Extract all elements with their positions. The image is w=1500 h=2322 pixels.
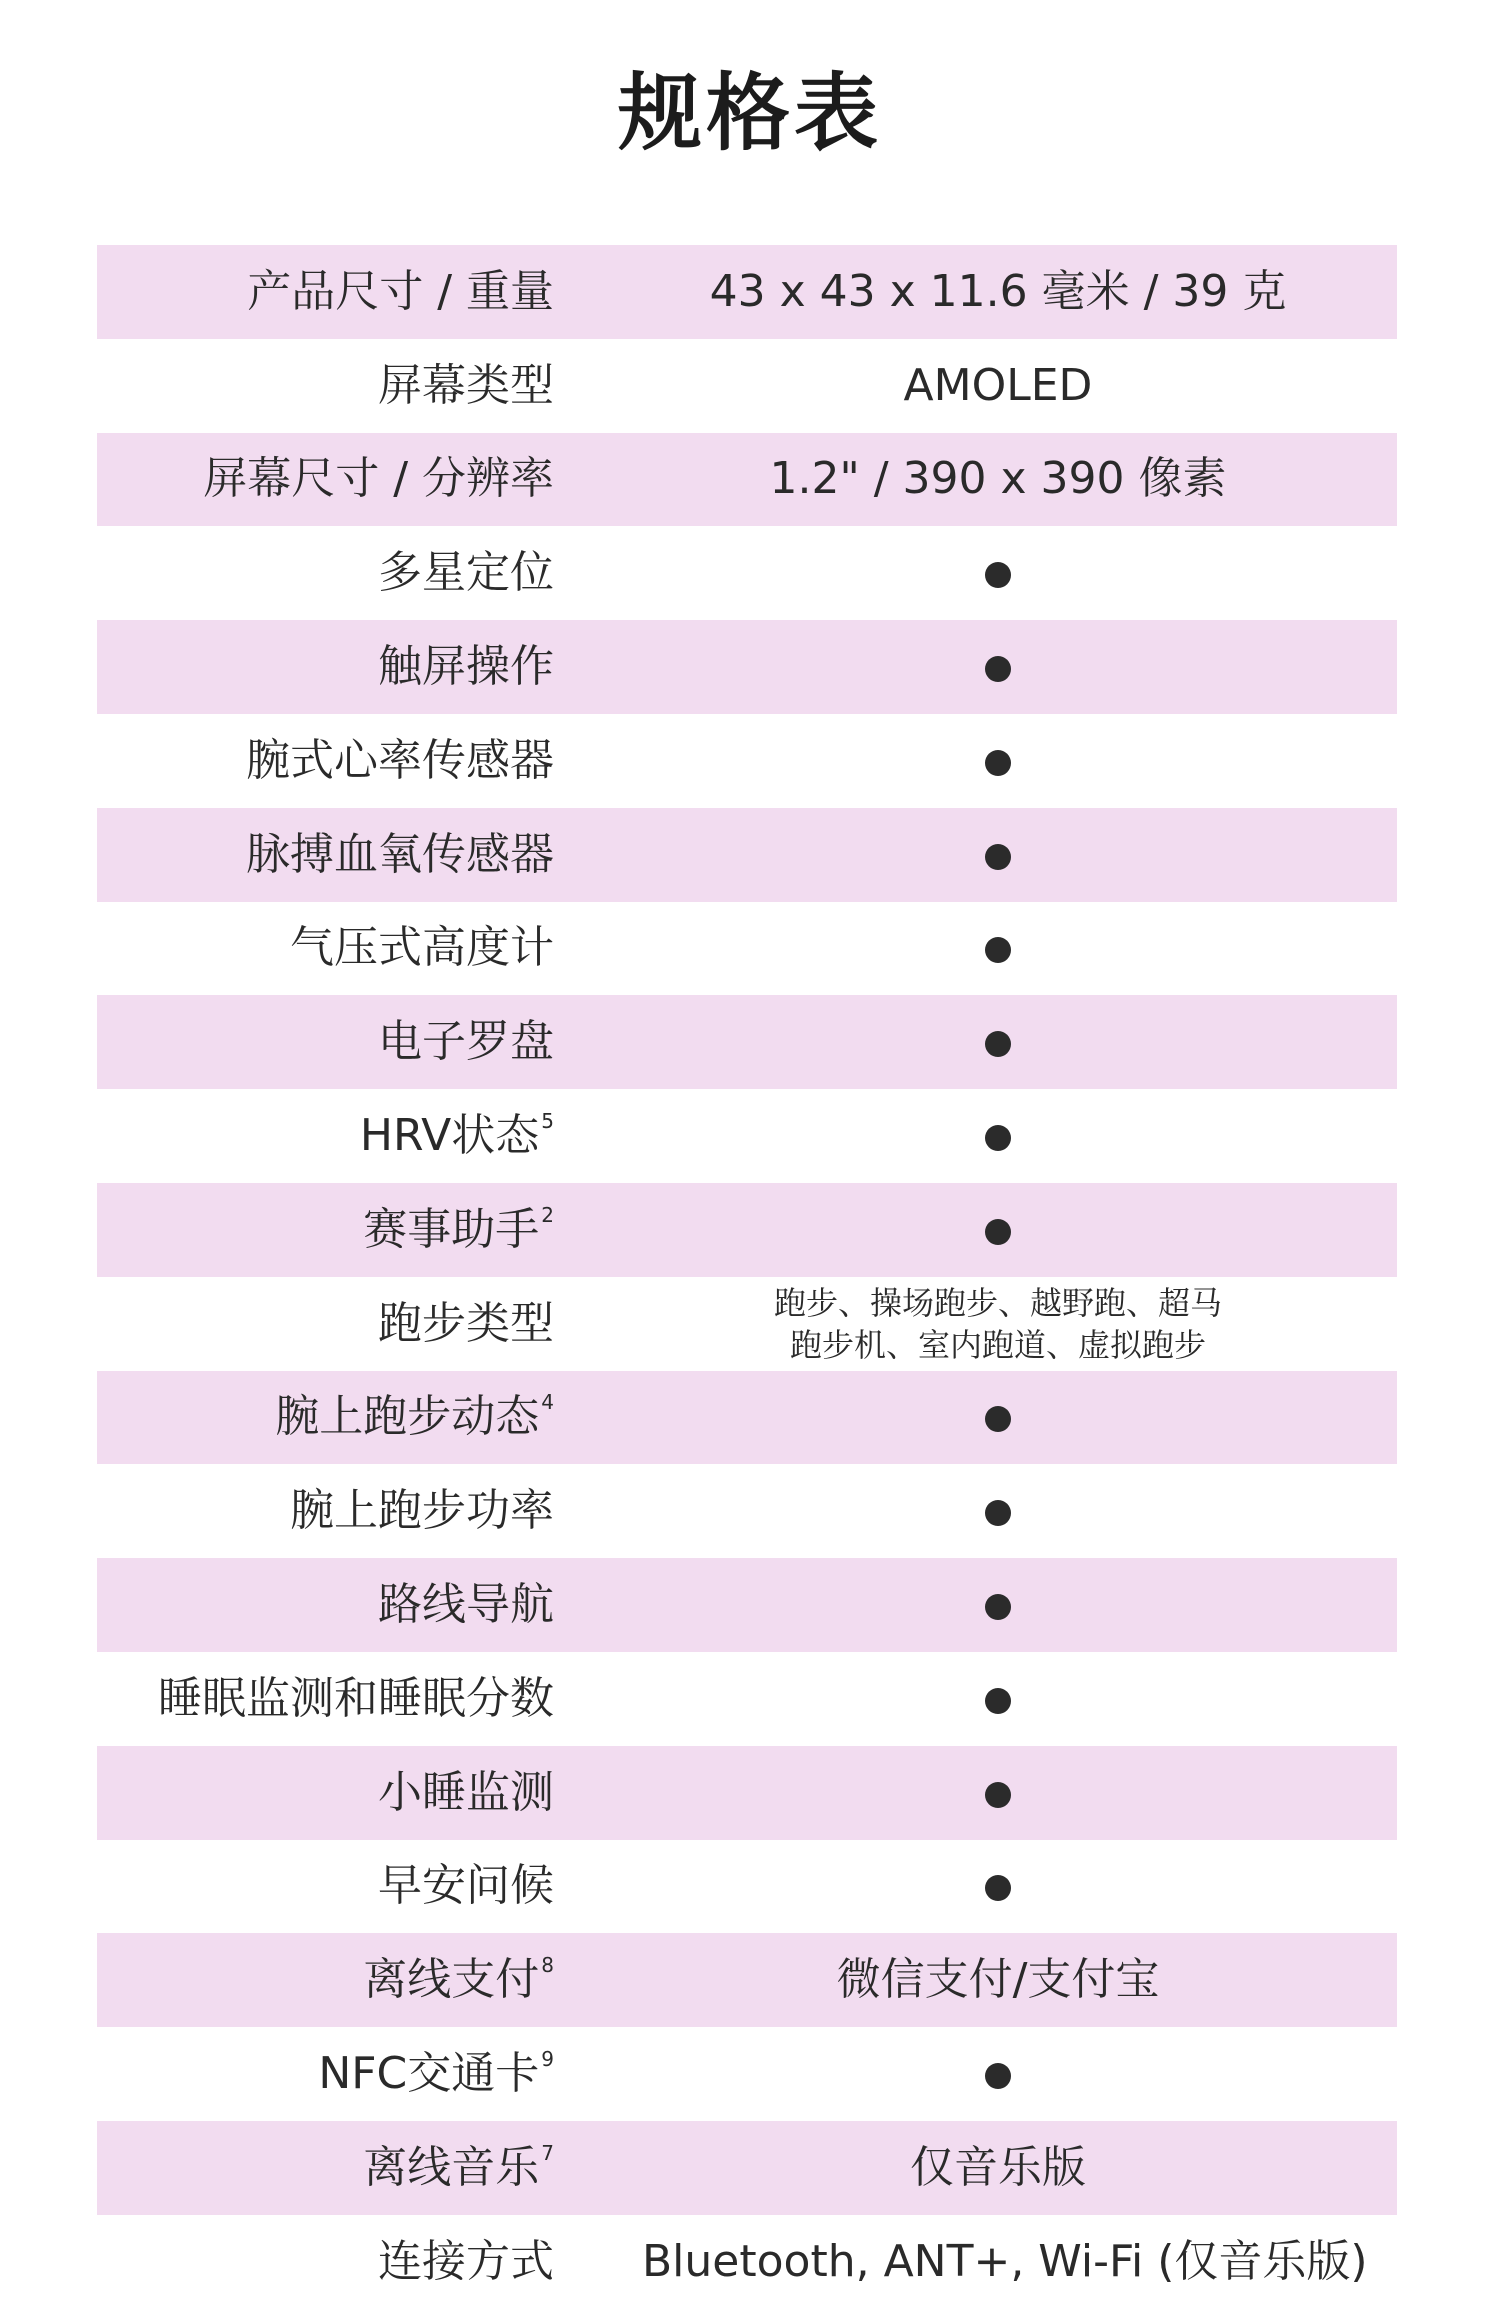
supported-dot-icon	[985, 937, 1011, 963]
spec-label	[97, 1953, 554, 2007]
supported-dot-icon	[985, 844, 1011, 870]
footnote-marker: 4	[541, 1390, 554, 1415]
spec-row	[97, 1464, 1397, 1558]
spec-value-cell	[642, 1672, 1354, 1726]
spec-value-line: 跑步机、室内跑道、虚拟跑步	[789, 1325, 1206, 1364]
spec-value: AMOLED	[903, 359, 1093, 411]
spec-label-text: NFC交通卡	[318, 2048, 540, 2100]
supported-dot-icon	[985, 656, 1011, 682]
spec-row	[97, 1089, 1397, 1183]
spec-label	[97, 359, 554, 413]
supported-dot-icon	[985, 1219, 1011, 1245]
spec-row	[97, 526, 1397, 620]
spec-row	[97, 620, 1397, 714]
spec-label-text: 多星定位	[378, 547, 554, 599]
spec-label	[97, 1766, 554, 1820]
spec-label	[97, 1578, 554, 1632]
spec-label-text: 连接方式	[378, 2235, 554, 2287]
spec-value: 43 x 43 x 11.6 毫米 / 39 克	[709, 265, 1287, 317]
supported-dot-icon	[985, 1688, 1011, 1714]
spec-row	[97, 1652, 1397, 1746]
spec-value-line: 跑步、操场跑步、越野跑、超马	[773, 1283, 1222, 1322]
spec-row	[97, 995, 1397, 1089]
page-title: 规格表	[617, 64, 882, 162]
spec-value-cell	[642, 1578, 1354, 1632]
spec-label	[97, 640, 554, 694]
spec-row	[97, 1371, 1397, 1465]
spec-label-text: 早安问候	[378, 1860, 554, 1912]
spec-value-cell	[642, 734, 1354, 788]
spec-value-cell	[642, 828, 1354, 882]
spec-label	[97, 1297, 554, 1351]
spec-label-text: 屏幕尺寸 / 分辨率	[203, 453, 554, 505]
spec-label-text: 腕上跑步功率	[290, 1485, 554, 1537]
spec-label-text: 脉搏血氧传感器	[246, 828, 554, 880]
spec-value-cell	[642, 1390, 1354, 1444]
spec-label-text: 小睡监测	[378, 1766, 554, 1818]
spec-value-cell	[642, 1015, 1354, 1069]
supported-dot-icon	[985, 750, 1011, 776]
spec-row	[97, 2215, 1397, 2309]
supported-dot-icon	[985, 562, 1011, 588]
spec-value-cell	[642, 2047, 1354, 2101]
spec-value: 仅音乐版	[910, 2141, 1086, 2193]
spec-label-text: 跑步类型	[378, 1297, 554, 1349]
spec-label-text: 屏幕类型	[378, 359, 554, 411]
supported-dot-icon	[985, 1031, 1011, 1057]
supported-dot-icon	[985, 2063, 1011, 2089]
spec-label	[97, 452, 554, 506]
spec-row	[97, 808, 1397, 902]
spec-value-cell	[642, 640, 1354, 694]
spec-row	[97, 902, 1397, 996]
spec-label	[97, 1672, 554, 1726]
footnote-marker: 7	[541, 2140, 554, 2165]
spec-label	[97, 2141, 554, 2195]
spec-value-cell	[642, 921, 1354, 975]
spec-value-cell	[642, 1109, 1354, 1163]
spec-label-text: 赛事助手	[363, 1203, 540, 1255]
spec-row	[97, 1746, 1397, 1840]
spec-label-text: 气压式高度计	[290, 922, 554, 974]
spec-label-text: 离线音乐	[363, 2141, 540, 2193]
supported-dot-icon	[985, 1782, 1011, 1808]
spec-value: Bluetooth, ANT+, Wi-Fi (仅音乐版)	[642, 2235, 1368, 2287]
spec-label	[97, 2047, 554, 2101]
spec-label	[97, 546, 554, 600]
spec-label	[97, 828, 554, 882]
spec-row	[97, 1933, 1397, 2027]
spec-label	[97, 1015, 554, 1069]
spec-value-cell	[642, 1203, 1354, 1257]
spec-row	[97, 433, 1397, 527]
spec-row	[97, 339, 1397, 433]
spec-row	[97, 1277, 1397, 1371]
spec-label	[97, 265, 554, 319]
spec-label	[97, 2235, 554, 2289]
spec-value: 1.2" / 390 x 390 像素	[769, 453, 1227, 505]
spec-row	[97, 714, 1397, 808]
supported-dot-icon	[985, 1594, 1011, 1620]
spec-value-cell	[642, 1859, 1354, 1913]
spec-row	[97, 1840, 1397, 1934]
spec-label-text: 离线支付	[363, 1954, 540, 2006]
spec-label-text: 路线导航	[378, 1579, 554, 1631]
spec-row	[97, 245, 1397, 339]
spec-label	[97, 1390, 554, 1444]
spec-value-cell	[642, 1484, 1354, 1538]
spec-label-text: HRV状态	[359, 1110, 540, 1162]
spec-label	[97, 1203, 554, 1257]
spec-value-cell	[642, 1766, 1354, 1820]
spec-value-multiline	[642, 1282, 1354, 1366]
spec-label-text: 触屏操作	[378, 641, 554, 693]
spec-label	[97, 734, 554, 788]
supported-dot-icon	[985, 1406, 1011, 1432]
footnote-marker: 5	[541, 1109, 554, 1134]
spec-label-text: 腕式心率传感器	[246, 734, 554, 786]
footnote-marker: 8	[541, 1953, 554, 1978]
spec-label-text: 睡眠监测和睡眠分数	[158, 1672, 554, 1724]
footnote-marker: 9	[541, 2047, 554, 2072]
supported-dot-icon	[985, 1125, 1011, 1151]
spec-label	[97, 1484, 554, 1538]
spec-label-text: 腕上跑步动态	[275, 1391, 540, 1443]
spec-label	[97, 921, 554, 975]
spec-value-cell	[642, 546, 1354, 600]
spec-label	[97, 1859, 554, 1913]
spec-label-text: 电子罗盘	[378, 1016, 554, 1068]
spec-row	[97, 2027, 1397, 2121]
spec-label	[97, 1109, 554, 1163]
spec-row	[97, 1558, 1397, 1652]
supported-dot-icon	[985, 1875, 1011, 1901]
footnote-marker: 2	[541, 1202, 554, 1227]
spec-value: 微信支付/支付宝	[836, 1954, 1160, 2006]
supported-dot-icon	[985, 1500, 1011, 1526]
spec-row	[97, 1183, 1397, 1277]
spec-row	[97, 2121, 1397, 2215]
spec-table	[97, 245, 1397, 2309]
spec-label-text: 产品尺寸 / 重量	[247, 265, 554, 317]
